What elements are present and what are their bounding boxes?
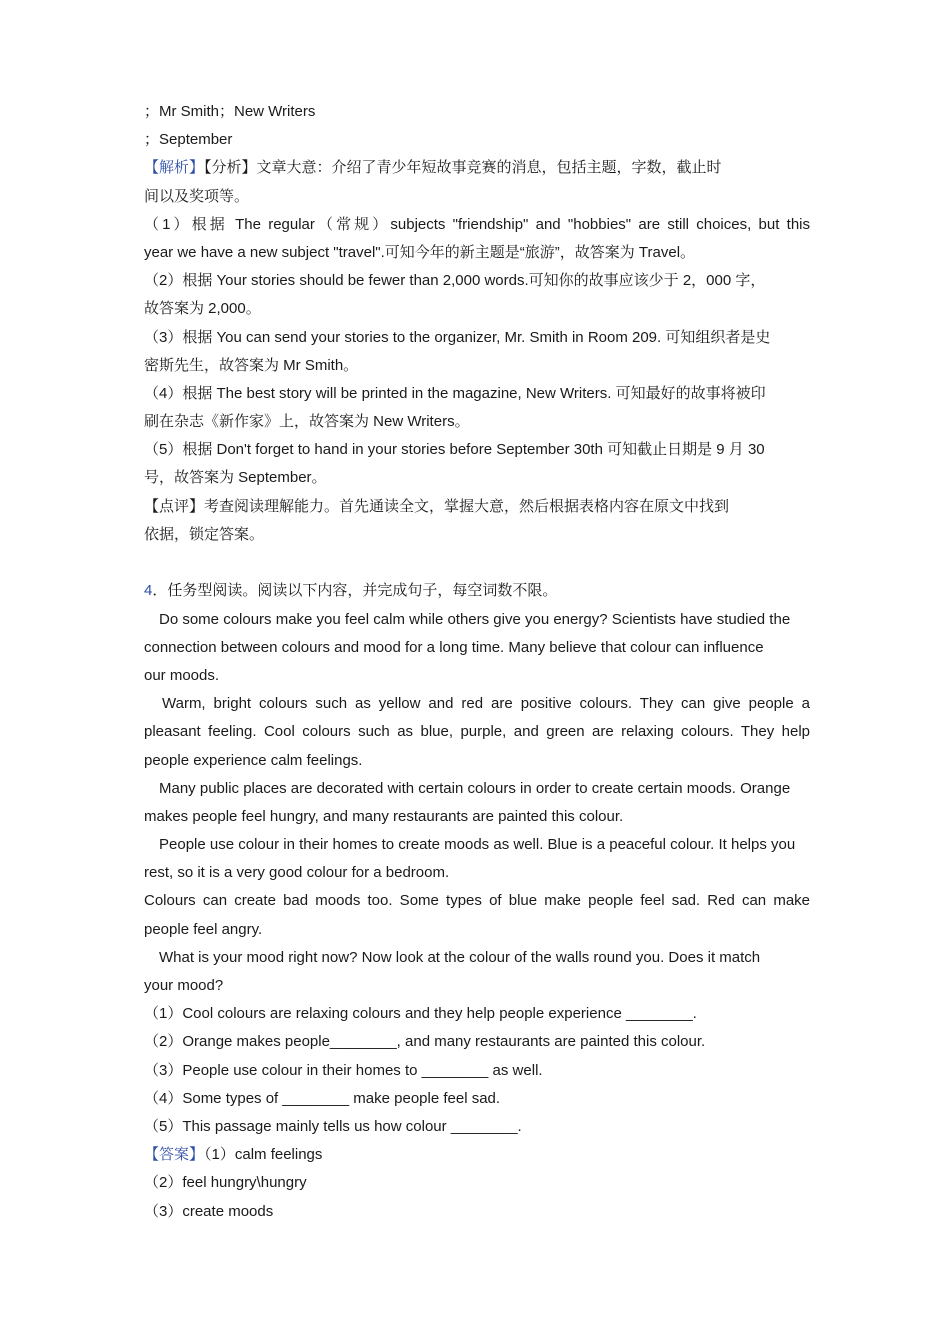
question-list: [144, 1000, 810, 1141]
passage-line: rest, so it is a very good colour for a bedroom.: [144, 864, 450, 882]
answer-tag: 【答案】: [144, 1146, 205, 1164]
question-item: （3）People use colour in their homes to ________ as well.: [144, 1061, 543, 1079]
question-item: （1）Cool colours are relaxing colours and they help people experience ________.: [144, 1005, 697, 1023]
document-page: [144, 98, 810, 1226]
passage-line: your mood?: [144, 977, 224, 995]
analysis-item-3-line-1: （3）根据 You can send your stories to the organizer, Mr. Smith in Room 209. 可知组织者是史: [144, 328, 771, 346]
section-spacer: [144, 549, 810, 577]
comment-line-2: 依据，锁定答案。: [144, 525, 265, 543]
question-item: （2）Orange makes people________, and many restaurants are painted this colour.: [144, 1033, 706, 1051]
question-item: （4）Some types of ________ make people feel sad.: [144, 1089, 501, 1107]
question-title: ．任务型阅读。阅读以下内容，并完成句子，每空词数不限。: [152, 582, 558, 600]
answer-line-1: [144, 1141, 810, 1169]
passage-line: Colours can create bad moods too. Some types of blue make people feel sad. Red can make: [144, 892, 810, 910]
passage-line: Many public places are decorated with certain colours in order to create certain moods. Orange: [159, 779, 791, 797]
question-item: （5）This passage mainly tells us how colour ________.: [144, 1117, 522, 1135]
passage-line: People use colour in their homes to create moods as well. Blue is a peaceful colour. It helps you: [159, 836, 796, 854]
passage-line: our moods.: [144, 666, 220, 684]
answer-item: （2）feel hungry\hungry: [144, 1174, 307, 1192]
answer-tail-line-2: ；September: [144, 131, 233, 149]
answer-item: （1）calm feelings: [204, 1146, 323, 1164]
analysis-header: [144, 154, 810, 182]
analysis-summary: 【分析】文章大意：介绍了青少年短故事竞赛的消息，包括主题，字数，截止时: [204, 159, 722, 177]
passage-line: makes people feel hungry, and many restaurants are painted this colour.: [144, 807, 624, 825]
passage-line: connection between colours and mood for a long time. Many believe that colour can influence: [144, 638, 764, 656]
analysis-summary-cont: 间以及奖项等。: [144, 187, 250, 205]
passage-line: Do some colours make you feel calm while others give you energy? Scientists have studied the: [159, 610, 791, 628]
passage-line: What is your mood right now? Now look at the colour of the walls round you. Does it match: [159, 948, 761, 966]
passage-line: Warm, bright colours such as yellow and red are positive colours. They can give people a: [162, 695, 810, 713]
analysis-tag: 【解析】: [144, 159, 205, 177]
analysis-item-1-line-1: （1）根据 The regular（常规）subjects "friendship" and "hobbies" are still choices, but this: [144, 215, 810, 233]
answer-item: （3）create moods: [144, 1202, 274, 1220]
analysis-item-3-line-2: 密斯先生，故答案为 Mr Smith。: [144, 356, 359, 374]
passage-line: pleasant feeling. Cool colours such as blue, purple, and green are relaxing colours. They help: [144, 723, 810, 741]
answer-tail-line-1: ；Mr Smith；New Writers: [144, 103, 316, 120]
analysis-item-2-line-2: 故答案为 2,000。: [144, 300, 261, 318]
analysis-item-4-line-2: 刷在杂志《新作家》上，故答案为 New Writers。: [144, 413, 470, 431]
analysis-item-4-line-1: （4）根据 The best story will be printed in the magazine, New Writers. 可知最好的故事将被印: [144, 384, 766, 402]
question-number: 4: [144, 582, 153, 600]
question-4-heading: [144, 577, 810, 605]
passage-line: people feel angry.: [144, 920, 263, 938]
comment-line-1: 【点评】考查阅读理解能力。首先通读全文，掌握大意，然后根据表格内容在原文中找到: [144, 497, 730, 515]
analysis-item-5-line-2: 号，故答案为 September。: [144, 469, 327, 487]
passage-line: people experience calm feelings.: [144, 751, 363, 769]
analysis-item-2-line-1: （2）根据 Your stories should be fewer than 2,000 words.可知你的故事应该少于 2，000 字，: [144, 272, 766, 290]
analysis-item-5-line-1: （5）根据 Don't forget to hand in your stories before September 30th 可知截止日期是 9 月 30: [144, 441, 765, 459]
analysis-item-1-line-2: year we have a new subject "travel".可知今年的新主题是“旅游”，故答案为 Travel。: [144, 243, 696, 261]
reading-passage: [144, 606, 810, 1001]
